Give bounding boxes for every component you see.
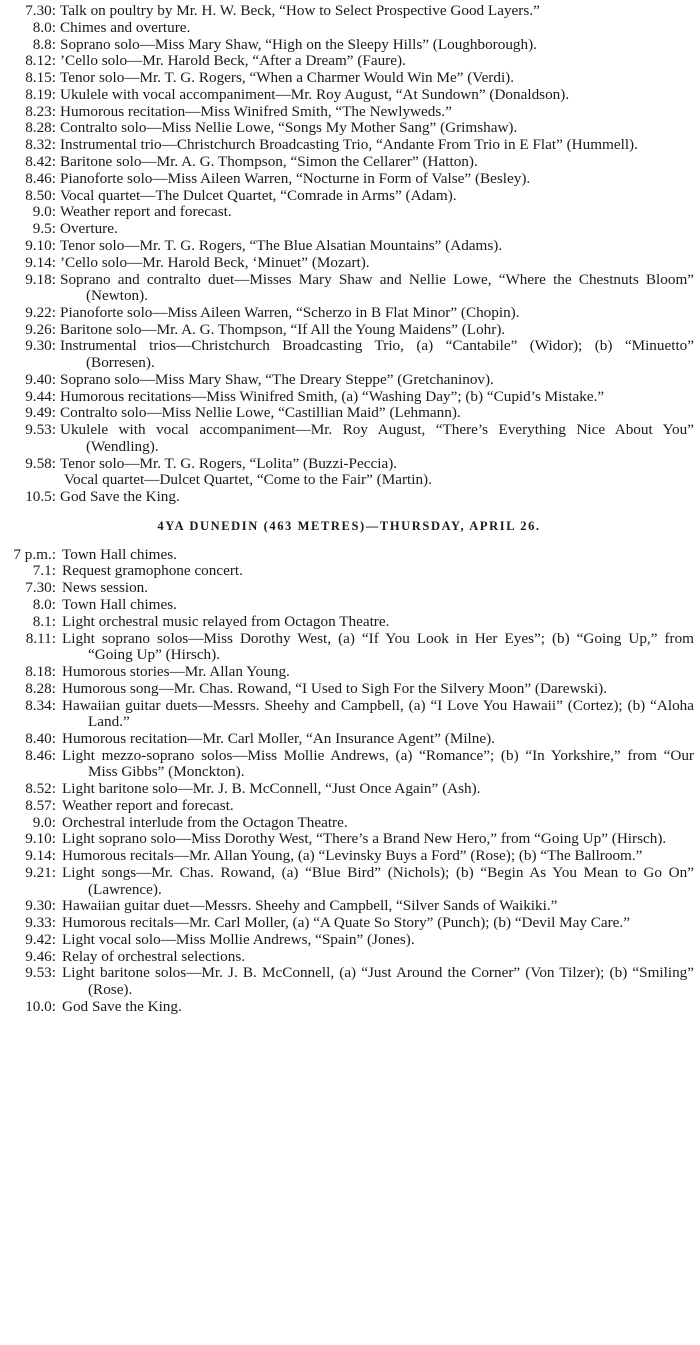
entry-time: 9.33: [25, 914, 56, 932]
programme-entry [4, 949, 694, 966]
entry-time: 9.30: [25, 337, 56, 355]
entry-time: 9.46: [25, 947, 56, 965]
entry-time: 8.57: [25, 796, 56, 814]
entry-time: 8.28: [25, 679, 56, 697]
entry-time: 9.53: [25, 421, 56, 439]
programme-entry [4, 999, 694, 1016]
entry-text: Light vocal solo—Miss Mollie Andrews, “Spain” (Jones). [62, 930, 415, 948]
christchurch-programme [4, 3, 694, 506]
programme-entry [4, 104, 694, 121]
programme-entry [4, 781, 694, 798]
programme-entry [4, 698, 694, 731]
entry-text: Light baritone solo—Mr. J. B. McConnell, “Just Once Again” (Ash). [62, 780, 481, 798]
entry-time: 9.58: [25, 454, 56, 472]
entry-time: 9.30: [25, 897, 56, 915]
programme-entry [4, 53, 694, 70]
entry-text: Hawaiian guitar duet—Messrs. Sheehy and Campbell, “Silver Sands of Waikiki.” [62, 897, 558, 915]
dunedin-programme [4, 547, 694, 1016]
entry-text: Weather report and forecast. [62, 796, 234, 814]
entry-time: 8.28: [25, 119, 56, 137]
programme-entry [4, 798, 694, 815]
programme-entry [4, 70, 694, 87]
entry-time: 8.23: [25, 102, 56, 120]
programme-entry [4, 597, 694, 614]
entry-time: 8.11: [25, 629, 56, 647]
entry-text: Light songs—Mr. Chas. Rowand, (a) “Blue Bird” (Nichols); (b) “Begin As You Mean to Go On” (Lawrence). [62, 863, 694, 898]
entry-time: 8.40: [25, 729, 56, 747]
programme-entry [4, 815, 694, 832]
entry-time: 10.0: [25, 997, 56, 1015]
programme-entry [4, 681, 694, 698]
entry-text: Chimes and overture. [60, 18, 191, 36]
entry-time: 9.18: [25, 270, 56, 288]
dunedin-heading: 4YA DUNEDIN (463 METRES)—THURSDAY, APRIL 26. [157, 518, 541, 533]
entry-text: Humorous recitation—Mr. Carl Moller, “An Insurance Agent” (Milne). [62, 729, 495, 747]
programme-entry [4, 664, 694, 681]
entry-text: Ukulele with vocal accompaniment—Mr. Roy August, “At Sundown” (Donaldson). [60, 85, 570, 103]
programme-entry [4, 831, 694, 848]
programme-entry [4, 338, 694, 371]
entry-time: 8.42: [25, 153, 56, 171]
entry-text: God Save the King. [60, 488, 180, 506]
programme-entry [4, 37, 694, 54]
entry-time: 8.46: [25, 746, 56, 764]
entry-text: God Save the King. [62, 997, 182, 1015]
entry-text: Humorous recitations—Miss Winifred Smith, (a) “Washing Day”; (b) “Cupid’s Mistake.” [60, 387, 605, 405]
programme-entry [4, 456, 694, 473]
entry-text: Light soprano solos—Miss Dorothy West, (a) “If You Look in Her Eyes”; (b) “Going Up,” from “Going Up” (Hirsch). [62, 629, 694, 664]
entry-text: ’Cello solo—Mr. Harold Beck, ‘Minuet” (Mozart). [60, 253, 370, 271]
entry-text: Talk on poultry by Mr. H. W. Beck, “How to Select Prospective Good Layers.” [60, 2, 540, 19]
entry-text: Instrumental trios—Christchurch Broadcasting Trio, (a) “Cantabile” (Widor); (b) “Minuetto” (Borresen). [60, 337, 694, 372]
entry-time: 8.46: [25, 169, 56, 187]
entry-text: Overture. [60, 220, 118, 238]
entry-text: ’Cello solo—Mr. Harold Beck, “After a Dream” (Faure). [60, 52, 406, 70]
entry-text: Soprano solo—Miss Mary Shaw, “High on the Sleepy Hills” (Loughborough). [60, 35, 537, 53]
entry-time: 8.12: [25, 52, 56, 70]
entry-time: 9.40: [25, 370, 56, 388]
programme-entry [4, 171, 694, 188]
entry-time: 7 p.m.: [13, 545, 56, 563]
programme-entry [4, 580, 694, 597]
entry-text: Ukulele with vocal accompaniment—Mr. Roy August, “There’s Everything Nice About You” (Wendling). [60, 421, 694, 455]
programme-entry [4, 137, 694, 154]
entry-time: 9.49: [25, 404, 56, 422]
programme-entry [4, 221, 694, 238]
programme-entry [4, 631, 694, 664]
entry-time: 7.1: [32, 562, 56, 580]
entry-time: 9.5: [32, 220, 56, 238]
programme-entry [4, 547, 694, 564]
programme-entry [4, 748, 694, 781]
entry-time: 9.44: [25, 387, 56, 405]
entry-text: Contralto solo—Miss Nellie Lowe, “Castillian Maid” (Lehmann). [60, 404, 461, 422]
entry-time: 8.18: [25, 662, 56, 680]
entry-text: Town Hall chimes. [62, 545, 177, 563]
entry-text: Contralto solo—Miss Nellie Lowe, “Songs My Mother Sang” (Grimshaw). [60, 119, 518, 137]
entry-text: Humorous recitation—Miss Winifred Smith, “The Newlyweds.” [60, 102, 452, 120]
programme-entry [4, 204, 694, 221]
entry-text: Humorous recitals—Mr. Allan Young, (a) “Levinsky Buys a Ford” (Rose); (b) “The Ballroom.” [62, 847, 643, 865]
programme-entry [4, 20, 694, 37]
entry-time: 8.32: [25, 136, 56, 154]
entry-text: Light baritone solos—Mr. J. B. McConnell, (a) “Just Around the Corner” (Von Tilzer); (b) “Smiling” (Rose). [62, 964, 694, 999]
entry-text: Humorous stories—Mr. Allan Young. [62, 662, 290, 680]
entry-text: Humorous song—Mr. Chas. Rowand, “I Used to Sigh For the Silvery Moon” (Darewski). [62, 679, 608, 697]
entry-text: Humorous recitals—Mr. Carl Moller, (a) “A Quate So Story” (Punch); (b) “Devil May Care.” [62, 914, 630, 932]
programme-entry [4, 322, 694, 339]
entry-time: 10.5: [25, 488, 56, 506]
programme-entry [4, 305, 694, 322]
entry-time: 9.14: [25, 847, 56, 865]
programme-entry [4, 563, 694, 580]
entry-text: Vocal quartet—Dulcet Quartet, “Come to the Fair” (Martin). [64, 471, 432, 489]
entry-text: Soprano solo—Miss Mary Shaw, “The Dreary Steppe” (Gretchaninov). [60, 370, 494, 388]
entry-time: 8.0: [32, 596, 56, 614]
entry-text: Hawaiian guitar duets—Messrs. Sheehy and Campbell, (a) “I Love You Hawaii” (Cortez); (b) “Aloha Land.” [62, 696, 694, 731]
programme-entry [4, 3, 694, 20]
entry-text: Baritone solo—Mr. A. G. Thompson, “Simon the Cellarer” (Hatton). [60, 153, 478, 171]
entry-time: 7.30: [25, 2, 56, 19]
entry-text: News session. [62, 579, 149, 597]
programme-entry [4, 87, 694, 104]
programme-entry [4, 272, 694, 305]
programme-entry [4, 932, 694, 949]
entry-text: Instrumental trio—Christchurch Broadcasting Trio, “Andante From Trio in E Flat” (Hummell). [60, 136, 638, 154]
entry-text: Baritone solo—Mr. A. G. Thompson, “If All the Young Maidens” (Lohr). [60, 320, 506, 338]
entry-time: 8.19: [25, 85, 56, 103]
entry-text: Pianoforte solo—Miss Aileen Warren, “Nocturne in Form of Valse” (Besley). [60, 169, 531, 187]
programme-entry [4, 472, 694, 489]
entry-text: Town Hall chimes. [62, 596, 177, 614]
entry-text: Tenor solo—Mr. T. G. Rogers, “The Blue Alsatian Mountains” (Adams). [60, 236, 503, 254]
entry-time: 8.1: [32, 612, 56, 630]
programme-entry [4, 120, 694, 137]
entry-time: 8.15: [25, 69, 56, 87]
entry-text: Weather report and forecast. [60, 203, 232, 221]
programme-entry [4, 915, 694, 932]
entry-time: 9.53: [25, 964, 56, 982]
entry-time: 9.10: [25, 236, 56, 254]
entry-time: 9.42: [25, 930, 56, 948]
entry-text: Light soprano solo—Miss Dorothy West, “There’s a Brand New Hero,” from “Going Up” (Hirsch). [62, 830, 667, 848]
entry-time: 8.0: [32, 18, 56, 36]
entry-text: Light mezzo-soprano solos—Miss Mollie Andrews, (a) “Romance”; (b) “In Yorkshire,” from “Our Miss Gibbs” (Monckton). [62, 746, 694, 781]
programme-entry [4, 255, 694, 272]
programme-entry [4, 188, 694, 205]
programme-entry [4, 898, 694, 915]
entry-time: 7.30: [25, 579, 56, 597]
entry-text: Tenor solo—Mr. T. G. Rogers, “When a Charmer Would Win Me” (Verdi). [60, 69, 515, 87]
entry-text: Orchestral interlude from the Octagon Theatre. [62, 813, 348, 831]
programme-entry [4, 865, 694, 898]
programme-entry [4, 405, 694, 422]
programme-entry [4, 422, 694, 455]
entry-time: 8.50: [25, 186, 56, 204]
entry-time: 9.21: [25, 863, 56, 881]
entry-time: 8.52: [25, 780, 56, 798]
programme-entry [4, 614, 694, 631]
entry-text: Vocal quartet—The Dulcet Quartet, “Comrade in Arms” (Adam). [60, 186, 457, 204]
programme-entry [4, 389, 694, 406]
programme-entry [4, 489, 694, 506]
entry-text: Pianoforte solo—Miss Aileen Warren, “Scherzo in B Flat Minor” (Chopin). [60, 303, 520, 321]
entry-time: 9.0: [32, 203, 56, 221]
entry-time: 9.22: [25, 303, 56, 321]
programme-entry [4, 238, 694, 255]
entry-text: Soprano and contralto duet—Misses Mary Shaw and Nellie Lowe, “Where the Chestnuts Bloom” (Newton). [60, 270, 694, 305]
programme-entry [4, 154, 694, 171]
programme-entry [4, 372, 694, 389]
entry-time: 9.14: [25, 253, 56, 271]
entry-text: Request gramophone concert. [62, 562, 243, 580]
entry-text: Tenor solo—Mr. T. G. Rogers, “Lolita” (Buzzi-Peccia). [60, 454, 398, 472]
programme-entry [4, 965, 694, 998]
entry-time: 8.34: [25, 696, 56, 714]
entry-text: Light orchestral music relayed from Octagon Theatre. [62, 612, 390, 630]
programme-entry [4, 731, 694, 748]
programme-entry [4, 848, 694, 865]
entry-time: 9.26: [25, 320, 56, 338]
entry-time: 8.8: [32, 35, 56, 53]
entry-time: 9.10: [25, 830, 56, 848]
entry-time: 9.0: [32, 813, 56, 831]
entry-text: Relay of orchestral selections. [62, 947, 246, 965]
